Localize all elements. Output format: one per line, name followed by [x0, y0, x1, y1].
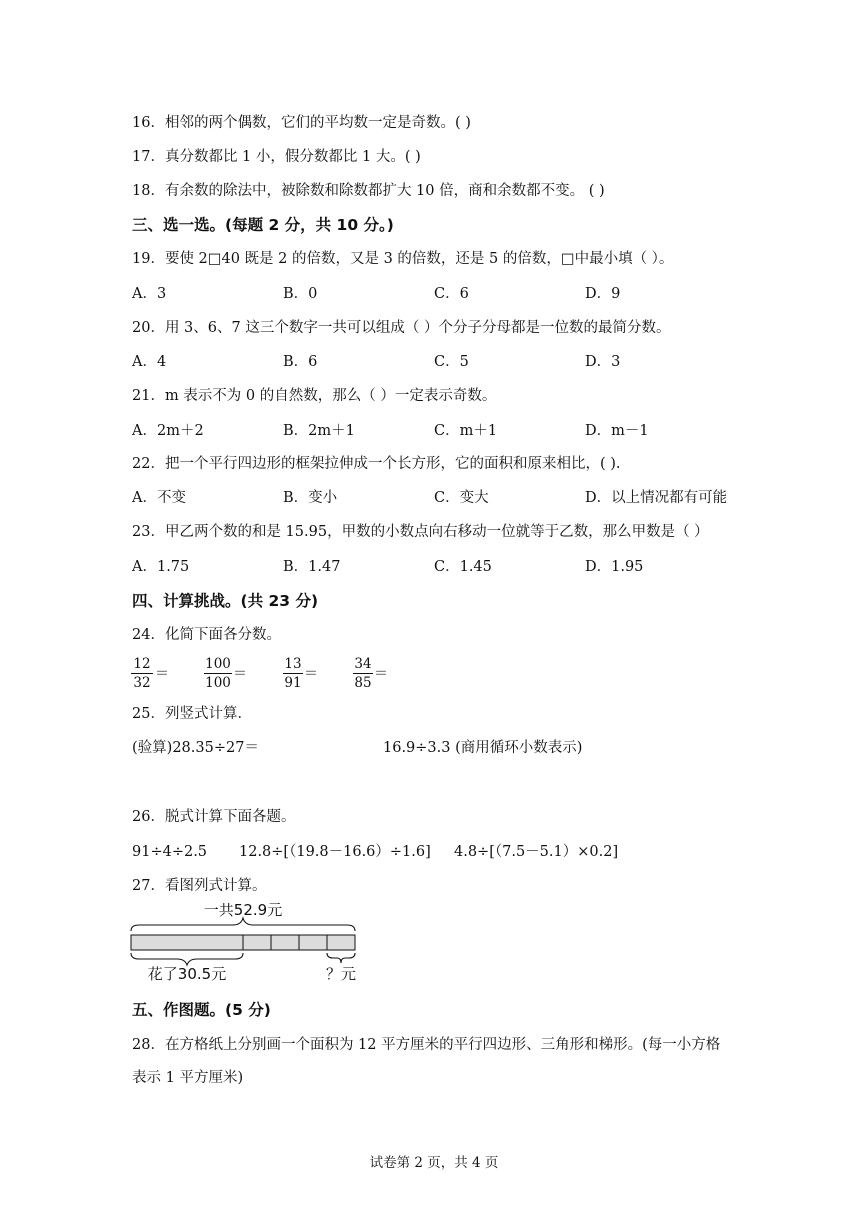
equals-sign: ＝	[374, 666, 388, 682]
q20-option-a: A．4	[132, 354, 167, 370]
question-24-stem: 24．化简下面各分数。	[132, 627, 281, 643]
question-16: 16．相邻的两个偶数，它们的平均数一定是奇数。( )	[132, 115, 471, 131]
question-20-stem: 20．用 3、6、7 这三个数字一共可以组成（ ）个分子分母都是一位数的最简分数。	[132, 320, 671, 336]
spent-label: 花了30.5元	[147, 965, 227, 983]
q20-option-c: C．5	[434, 354, 469, 370]
q21-option-b: B．2m＋1	[283, 423, 355, 439]
page-footer: 试卷第 2 页，共 4 页	[369, 1155, 499, 1171]
q21-option-a: A．2m＋2	[132, 423, 204, 439]
q23-option-b: B．1.47	[283, 559, 341, 575]
q22-option-a: A．不变	[132, 490, 186, 506]
fraction-2-denominator: 100	[205, 675, 231, 691]
equals-sign: ＝	[304, 666, 318, 682]
q20-option-d: D．3	[585, 354, 621, 370]
equals-sign: ＝	[233, 666, 247, 682]
question-25-a: (验算)28.35÷27＝	[132, 740, 259, 756]
q20-option-b: B．6	[283, 354, 318, 370]
q22-option-b: B．变小	[283, 490, 338, 506]
fraction-3-numerator: 13	[284, 656, 302, 672]
q21-option-d: D．m－1	[585, 423, 649, 439]
q23-option-d: D．1.95	[585, 559, 644, 575]
fraction-3	[283, 656, 303, 691]
question-17: 17．真分数都比 1 小，假分数都比 1 大。( )	[132, 149, 421, 165]
fraction-3-denominator: 91	[284, 675, 302, 691]
q21-option-c: C．m＋1	[434, 423, 498, 439]
question-18: 18．有余数的除法中，被除数和除数都扩大 10 倍，商和余数都不变。 ( )	[132, 183, 605, 199]
question-21-stem: 21．m 表示不为 0 的自然数，那么（ ）一定表示奇数。	[132, 388, 497, 404]
fraction-1-numerator: 12	[133, 656, 151, 672]
fraction-1-denominator: 32	[133, 675, 151, 691]
q23-option-a: A．1.75	[132, 559, 190, 575]
question-28-line-1: 28．在方格纸上分别画一个面积为 12 平方厘米的平行四边形、三角形和梯形。(每一小方格	[132, 1037, 721, 1053]
question-26-c: 4.8÷[（7.5－5.1）×0.2]	[454, 844, 619, 860]
question-23-stem: 23．甲乙两个数的和是 15.95，甲数的小数点向右移动一位就等于乙数，那么甲数是（ ）	[132, 524, 709, 540]
q23-option-c: C．1.45	[434, 559, 492, 575]
fraction-4-denominator: 85	[354, 675, 372, 691]
fraction-2-numerator: 100	[205, 656, 231, 672]
equals-sign: ＝	[155, 666, 169, 682]
q19-option-c: C．6	[434, 286, 469, 302]
question-26-stem: 26．脱式计算下面各题。	[132, 809, 296, 825]
q27-bar-diagram	[125, 903, 375, 985]
section-5-heading: 五、作图题。(5 分)	[132, 1001, 271, 1019]
q19-option-b: B．0	[283, 286, 318, 302]
question-26-b: 12.8÷[（19.8－16.6）÷1.6]	[239, 844, 431, 860]
q22-option-c: C．变大	[434, 490, 489, 506]
q22-option-d: D．以上情况都有可能	[585, 490, 728, 506]
question-25-b: 16.9÷3.3 (商用循环小数表示)	[383, 740, 583, 756]
section-3-heading: 三、选一选。(每题 2 分，共 10 分。)	[132, 216, 394, 234]
section-4-heading: 四、计算挑战。(共 23 分)	[132, 592, 319, 610]
question-28-line-2: 表示 1 平方厘米)	[132, 1070, 244, 1086]
unknown-label: ？元	[325, 965, 357, 983]
question-19-stem: 19．要使 2□40 既是 2 的倍数，又是 3 的倍数，还是 5 的倍数，□中最小填（ ）。	[132, 251, 674, 267]
fraction-4	[353, 656, 373, 691]
fraction-4-numerator: 34	[354, 656, 372, 672]
question-27-stem: 27．看图列式计算。	[132, 878, 267, 894]
question-26-a: 91÷4÷2.5	[132, 844, 208, 860]
fraction-1	[131, 656, 153, 691]
fraction-2	[204, 656, 232, 691]
q19-option-d: D．9	[585, 286, 621, 302]
question-25-stem: 25．列竖式计算．	[132, 706, 252, 722]
total-label: 一共52.9元	[203, 903, 283, 919]
question-22-stem: 22．把一个平行四边形的框架拉伸成一个长方形，它的面积和原来相比，( ).	[132, 456, 621, 472]
q19-option-a: A．3	[132, 286, 167, 302]
